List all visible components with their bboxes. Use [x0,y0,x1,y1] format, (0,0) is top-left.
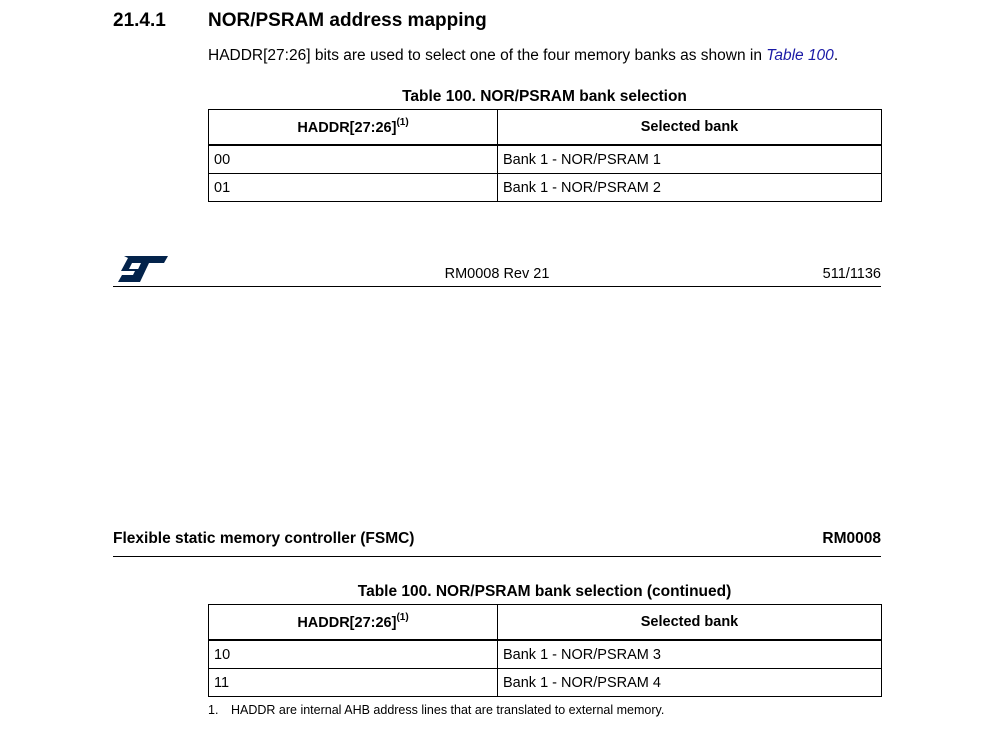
header-haddr: HADDR[27:26]$^{(1)}$ [209,110,498,146]
footer-divider [113,286,881,287]
section-title: NOR/PSRAM address mapping [208,10,487,31]
header-chapter-title: Flexible static memory controller (FSMC) [113,530,415,547]
table-header-row [209,605,882,641]
footnote-ref[interactable]: (1) [396,117,409,129]
footnote-number: 1. [208,703,219,717]
footnote-text: HADDR are internal AHB address lines that are translated to external memory. [231,703,665,717]
cell-bank: Bank 1 - NOR/PSRAM 1 [498,145,882,174]
header-divider [113,556,881,557]
header-selected-bank: Selected bank [498,110,882,146]
table-header-row [209,110,882,146]
bank-selection-table [208,109,882,202]
table-row [209,669,882,697]
table-caption: Table 100. NOR/PSRAM bank selection [402,88,687,105]
bank-selection-table-continued [208,604,882,697]
table-row [209,145,882,174]
header-haddr: HADDR[27:26]$^{(1)}$ [209,605,498,641]
table-100-link[interactable]: Table 100 [766,47,834,64]
intro-text: HADDR[27:26] bits are used to select one of the four memory banks as shown in [208,47,767,64]
footer-doc-id: RM0008 Rev 21 [444,266,550,282]
table-footnote [208,703,664,717]
cell-haddr: 11 [209,669,498,697]
cell-bank: Bank 1 - NOR/PSRAM 2 [498,174,882,202]
intro-end: . [833,47,839,64]
table-row [209,640,882,669]
footnote-ref[interactable]: (1) [396,612,409,624]
intro-paragraph [208,47,838,65]
section-number: 21.4.1 [113,10,166,31]
cell-bank: Bank 1 - NOR/PSRAM 4 [498,669,882,697]
cell-haddr: 01 [209,174,498,202]
header-doc-id: RM0008 [822,530,881,547]
cell-haddr: 00 [209,145,498,174]
table-caption-continued: Table 100. NOR/PSRAM bank selection (continued) [357,583,732,600]
footer-page-number: 511/1136 [822,266,881,282]
header-selected-bank: Selected bank [498,605,882,641]
table-row [209,174,882,202]
cell-bank: Bank 1 - NOR/PSRAM 3 [498,640,882,669]
cell-haddr: 10 [209,640,498,669]
